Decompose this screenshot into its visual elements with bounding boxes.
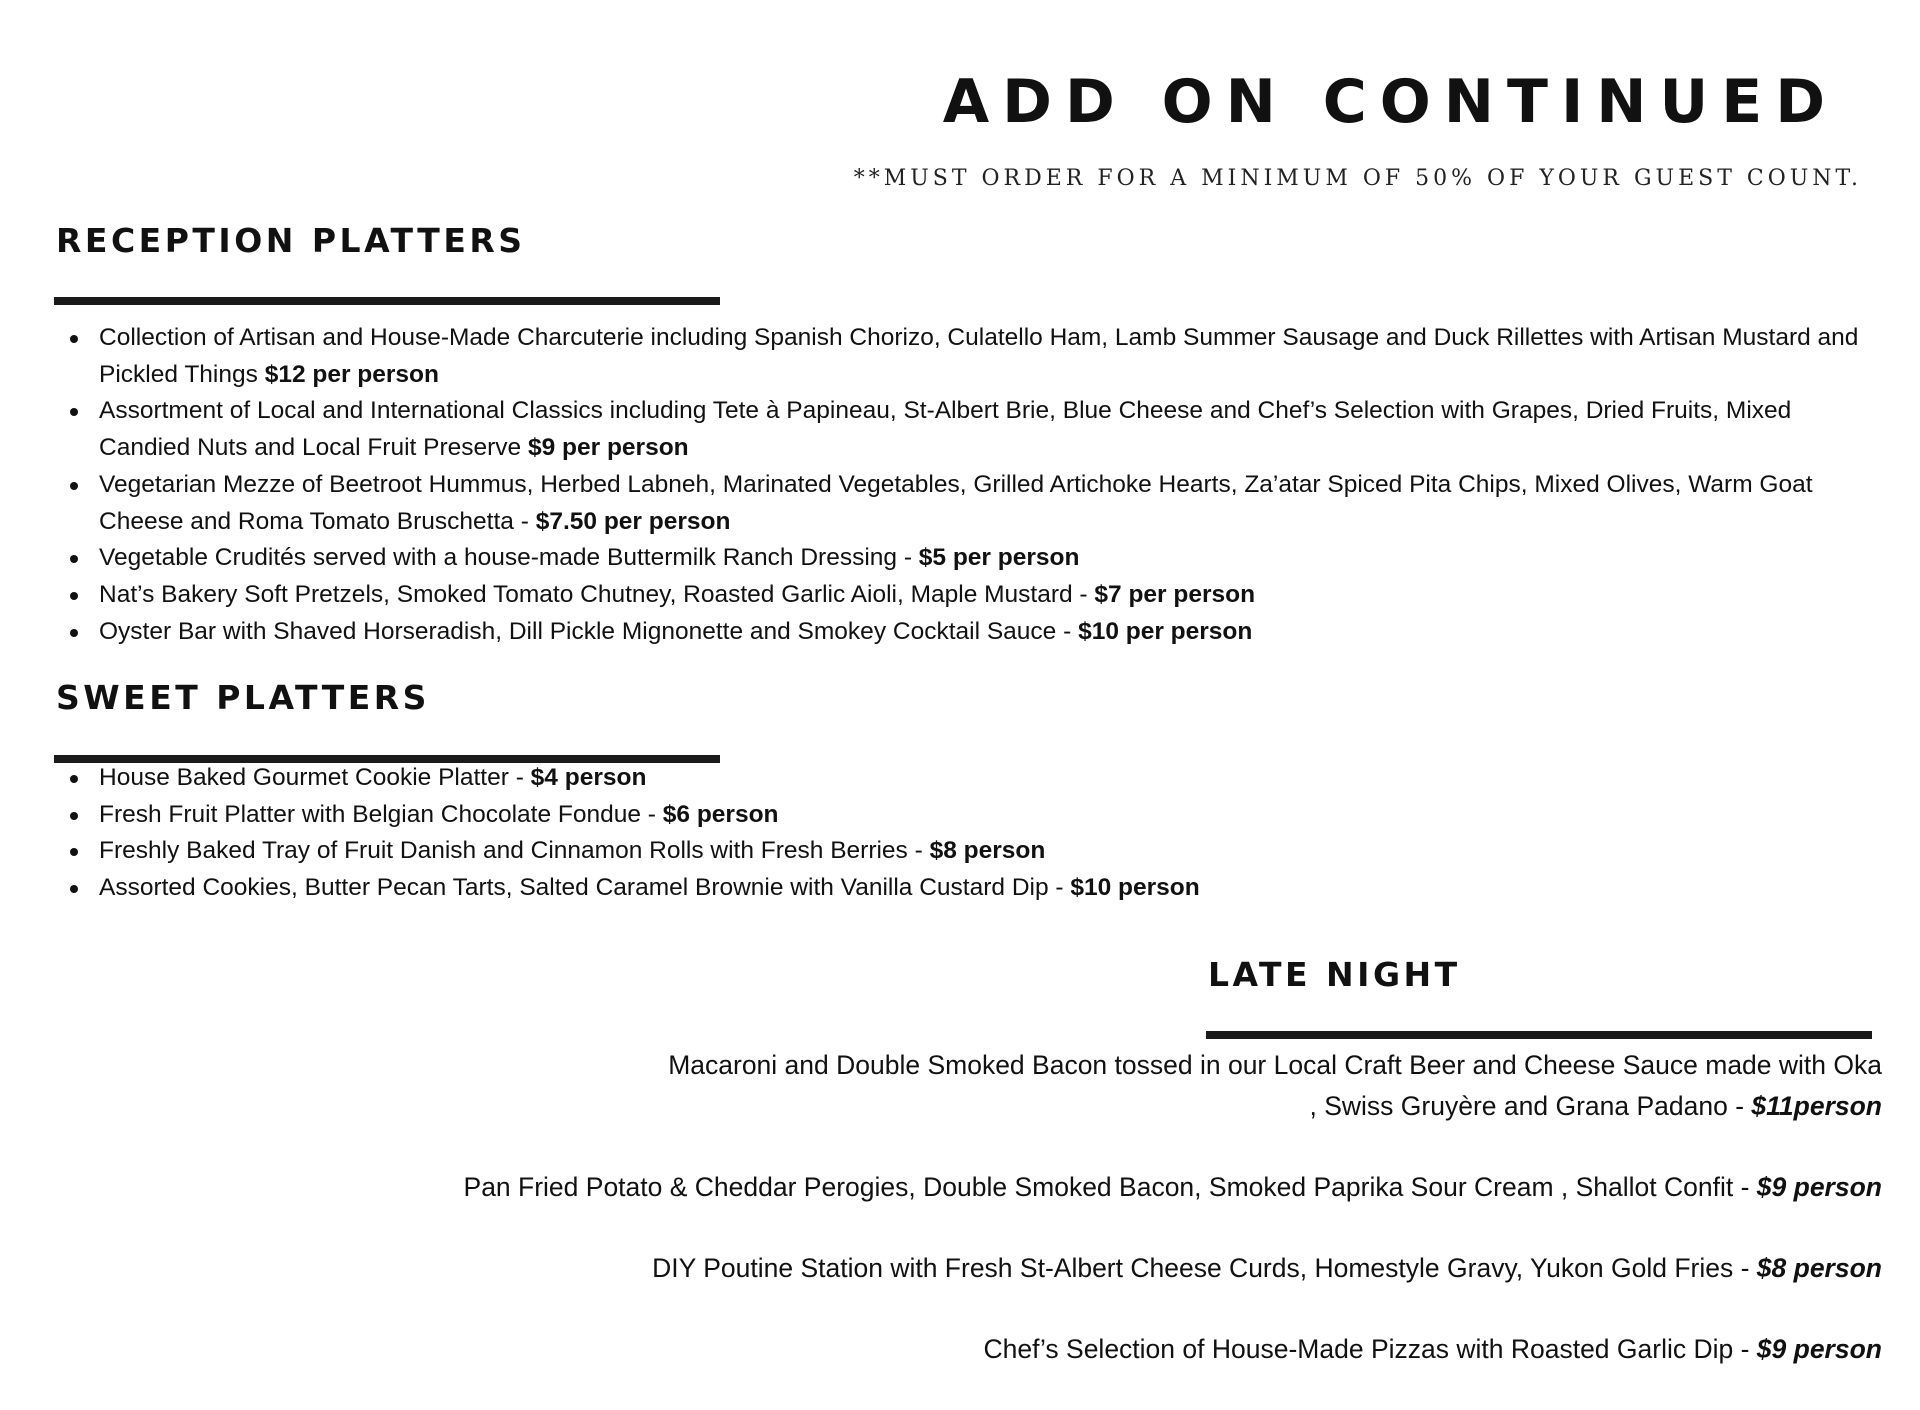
minimum-order-note: **MUST ORDER FOR A MINIMUM OF 50% OF YOUR GUEST COUNT.	[853, 166, 1862, 191]
item-price: $9 person	[1756, 1334, 1882, 1364]
item-price: $6 person	[662, 800, 779, 828]
reception-platters-heading: RECEPTION PLATTERS	[56, 221, 526, 260]
list-item: Vegetable Crudités served with a house-made Buttermilk Ranch Dressing - $5 per person	[56, 540, 1866, 577]
list-item: Assortment of Local and International Classics including Tete à Papineau, St-Albert Brie, Blue Cheese and Chef’s Selection with Grapes, Dried Fruits, Mixed Candied Nuts and Local Fruit Preserve $9 per person	[56, 393, 1866, 466]
list-item: Chef’s Selection of House-Made Pizzas with Roasted Garlic Dip - $9 person	[983, 1334, 1882, 1364]
late-night-heading: LATE NIGHT	[1208, 955, 1461, 994]
item-price: $10 per person	[1078, 617, 1253, 645]
list-item: Fresh Fruit Platter with Belgian Chocolate Fondue - $6 person	[56, 797, 1866, 834]
list-item: Vegetarian Mezze of Beetroot Hummus, Herbed Labneh, Marinated Vegetables, Grilled Artichoke Hearts, Za’atar Spiced Pita Chips, Mixed Olives, Warm Goat Cheese and Roma Tomato Bruschetta - $7.50 per person	[56, 467, 1866, 540]
list-item: Oyster Bar with Shaved Horseradish, Dill Pickle Mignonette and Smokey Cocktail Sauce - $10 per person	[56, 614, 1866, 651]
reception-platters-list	[56, 320, 1866, 650]
list-item: Assorted Cookies, Butter Pecan Tarts, Salted Caramel Brownie with Vanilla Custard Dip - $10 person	[56, 870, 1866, 907]
list-item: Collection of Artisan and House-Made Charcuterie including Spanish Chorizo, Culatello Ham, Lamb Summer Sausage and Duck Rillettes with Artisan Mustard and Pickled Things $12 per person	[56, 320, 1866, 393]
item-price: $12 per person	[264, 360, 439, 388]
item-price: $9 person	[1756, 1172, 1882, 1202]
list-item: DIY Poutine Station with Fresh St-Albert Cheese Curds, Homestyle Gravy, Yukon Gold Fries - $8 person	[652, 1253, 1882, 1283]
item-price: $4 person	[530, 764, 647, 791]
item-price: $10 person	[1070, 874, 1200, 902]
item-price: $8 person	[929, 837, 1046, 865]
item-price: $7.50 per person	[535, 507, 731, 535]
late-night-list	[282, 1045, 1882, 1410]
reception-divider	[54, 297, 720, 305]
item-price: $9 per person	[527, 434, 689, 462]
list-item: House Baked Gourmet Cookie Platter - $4 person	[56, 760, 1866, 797]
item-price: $8 person	[1756, 1253, 1882, 1283]
item-price: $7 per person	[1094, 580, 1256, 608]
list-item: Freshly Baked Tray of Fruit Danish and Cinnamon Rolls with Fresh Berries - $8 person	[56, 833, 1866, 870]
list-item: Nat’s Bakery Soft Pretzels, Smoked Tomato Chutney, Roasted Garlic Aioli, Maple Mustard - $7 per person	[56, 577, 1866, 614]
item-price: $11person	[1751, 1091, 1882, 1121]
sweet-platters-heading: SWEET PLATTERS	[56, 678, 430, 717]
page-title: ADD ON CONTINUED	[942, 67, 1838, 137]
item-price: $5 per person	[918, 544, 1080, 572]
list-item: Macaroni and Double Smoked Bacon tossed in our Local Craft Beer and Cheese Sauce made with Oka , Swiss Gruyère and Grana Padano - $11person	[668, 1050, 1882, 1121]
sweet-platters-list	[56, 760, 1866, 907]
list-item: Pan Fried Potato & Cheddar Perogies, Double Smoked Bacon, Smoked Paprika Sour Cream , Shallot Confit - $9 person	[463, 1172, 1882, 1202]
late-night-divider	[1206, 1031, 1872, 1039]
